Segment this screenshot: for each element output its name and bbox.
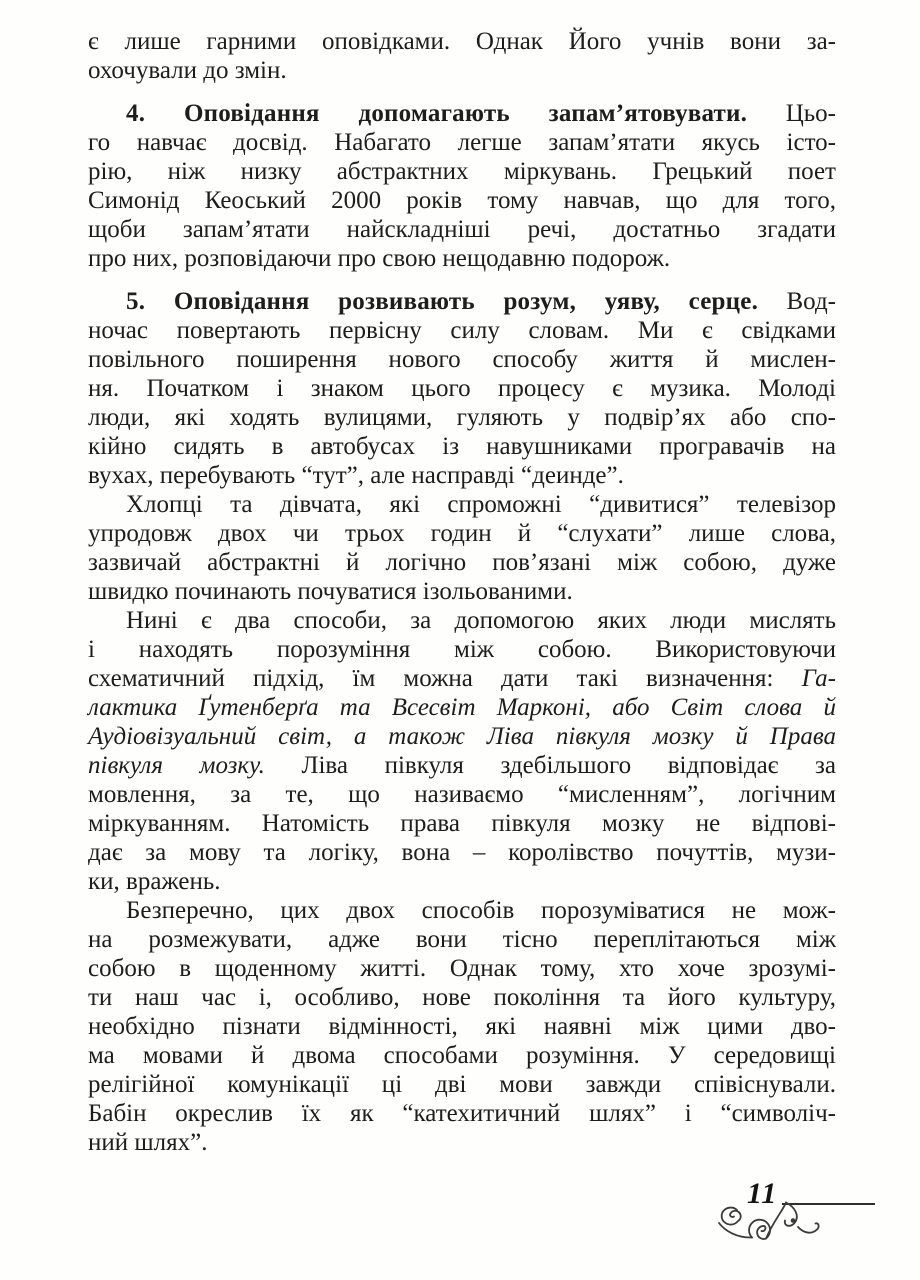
text-line [88,983,836,1012]
text-run: ма мовами й двома способами розуміння. У середовищі [88,1042,836,1069]
text-line [88,954,836,983]
text-run: люди, які ходять вулицями, гуляють у подвір’ях або спо- [88,404,836,431]
text-line [88,432,836,461]
footer-flourish-icon [710,1200,836,1248]
text-run: міркуванням. Натомість права півкуля мозку не відпові- [88,810,836,837]
text-run: зазвичай абстрактні й логічно пов’язані між собою, дуже [88,549,836,576]
text-run: Симонід Кеоський 2000 років тому навчав, що для того, [88,187,836,214]
text-run: Вод- [758,288,837,315]
paragraph [88,490,836,606]
text-run: ночас повертають первісну силу словам. Ми є свідками [88,317,836,344]
text-run: схематичний підхід, їм можна дати такі визначення: [88,665,802,692]
text-run: на розмежувати, адже вони тісно переплітаються між [88,926,836,953]
paragraph [88,287,836,490]
paragraph [88,99,836,273]
text-line [88,838,836,867]
text-run: Безперечно, цих двох способів порозуміватися не мож- [126,897,836,924]
text-line [88,56,836,85]
text-run: 4. Оповідання допомагають запам’ятовувати. [126,100,748,127]
text-line [88,635,836,664]
text-run: про них, розповідаючи про свою нещодавню подорож. [88,245,671,272]
text-run: кійно сидять в автобусах із навушниками програвачів на [88,433,836,460]
text-line [88,99,836,128]
text-run: ти наш час і, особливо, нове покоління та його культуру, [88,984,836,1011]
text-line [88,925,836,954]
text-line [88,1012,836,1041]
text-run: ний шлях”. [88,1129,208,1156]
text-line [88,215,836,244]
text-run: го навчає досвід. Набагато легше запам’ятати якусь істо- [88,129,836,156]
text-line [88,664,836,693]
text-line [88,722,836,751]
text-run: лактика Ґутенберґа та Всесвіт Марконі, або Світ слова й [88,694,836,721]
text-run: Нині є два способи, за допомогою яких люди мислять [126,607,836,634]
text-run: Га- [801,665,836,692]
text-run: щоби запам’ятати найскладніші речі, достатньо згадати [88,216,836,243]
text-run: Цьо- [747,100,836,127]
text-block [88,27,836,1157]
paragraph [88,896,836,1157]
text-line [88,751,836,780]
text-line [88,345,836,374]
text-line [88,374,836,403]
text-run: упродовж двох чи трьох годин й “слухати” лише слова, [88,520,836,547]
text-run: релігійної комунікації ці дві мови завжди співіснували. [88,1071,836,1098]
text-line [88,244,836,273]
text-line [88,128,836,157]
text-line [88,1099,836,1128]
text-line [88,809,836,838]
text-run: 5. Оповідання розвивають розум, уяву, серце. [126,288,759,315]
text-line [88,403,836,432]
text-line [88,186,836,215]
text-run: повільного поширення нового способу життя й мислен- [88,346,836,373]
text-line [88,867,836,896]
text-run: собою в щоденному житті. Однак тому, хто хоче зрозумі- [88,955,836,982]
text-line [88,461,836,490]
text-run: необхідно пізнати відмінності, які наявні між цими дво- [88,1013,836,1040]
text-line [88,157,836,186]
paragraph [88,27,836,85]
text-run: мовлення, за те, що називаємо “мисленням”, логічним [88,781,836,808]
text-line [88,490,836,519]
paragraph [88,606,836,896]
text-line [88,1128,836,1157]
text-line [88,287,836,316]
text-line [88,606,836,635]
text-line [88,316,836,345]
text-run: Аудіовізуальний світ, а також Ліва півкуля мозку й Права [88,723,836,750]
text-line [88,577,836,606]
text-line [88,548,836,577]
page-footer [0,1178,920,1258]
text-line [88,1070,836,1099]
text-run: рію, ніж низку абстрактних міркувань. Грецький поет [88,158,836,185]
text-line [88,27,836,56]
text-run: Бабін окреслив їх як “катехитичний шлях” і “символіч- [88,1100,836,1127]
text-run: Ліва півкуля здебільшого відповідає за [264,752,836,779]
text-run: є лише гарними оповідками. Однак Його учнів вони за- [88,28,836,55]
text-run: швидко починають почуватися ізольованими. [88,578,573,605]
text-run: вухах, перебувають “тут”, але насправді “деинде”. [88,462,624,489]
text-line [88,896,836,925]
text-run: ня. Початком і знаком цього процесу є музика. Молоді [88,375,836,402]
text-run: півкуля мозку. [88,752,265,779]
text-line [88,1041,836,1070]
text-line [88,693,836,722]
text-line [88,780,836,809]
text-run: і находять порозуміння між собою. Використовуючи [88,636,836,663]
text-run: ки, вражень. [88,868,221,895]
text-run: Хлопці та дівчата, які спроможні “дивитися” телевізор [126,491,836,518]
text-run: дає за мову та логіку, вона – королівство почуттів, музи- [88,839,836,866]
text-run: охочували до змін. [88,57,287,84]
page-number: 11 [747,1177,778,1210]
text-line [88,519,836,548]
